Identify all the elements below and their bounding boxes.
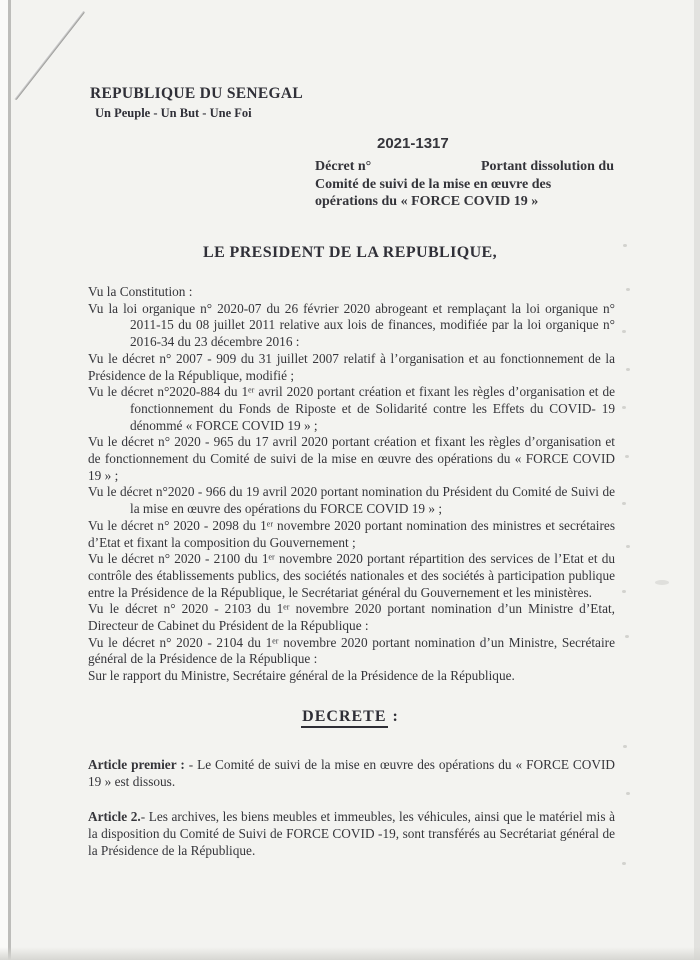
decree-title-line1: Portant dissolution du [480,159,614,174]
scan-edge-left [0,0,8,960]
visa-decret-2020-884: Vu le décret n°2020-884 du 1ᵉʳ avril 2020 portant création et fixant les règles d’organisation et de fonctionnement du Fonds de Riposte et de Solidarité contre les Effets du COVID- 19 dénommé « FORCE COVID 19 » ; [88,384,615,433]
article-2 [88,809,615,859]
article-2-label: Article 2. [88,809,141,825]
visa-decret-2020-2098: Vu le décret n° 2020 - 2098 du 1ᵉʳ novembre 2020 portant nomination des ministres et secrétaires d’Etat et fixant la composition du Gouvernement ; [88,517,615,550]
decrete-heading [88,708,612,726]
visa-constitution: Vu la Constitution : [88,284,193,299]
article-2-text: - Les archives, les biens meubles et immeubles, les véhicules, ainsi que le matériel mis à la disposition du Comité de Suivi de FORCE COVID -19, sont transférés au Secrétariat général de la Présidence de la République. [88,809,615,858]
decree-title [315,158,614,211]
country-title: REPUBLIQUE DU SENEGAL [90,85,304,102]
article-premier [88,757,615,790]
articles [88,757,615,879]
article-premier-text: - Le Comité de suivi de la mise en œuvre des opérations du « FORCE COVID 19 » est dissous. [88,757,615,789]
visa-decret-2020-2103: Vu le décret n° 2020 - 2103 du 1ᵉʳ novembre 2020 portant nomination d’un Ministre d’Etat, Directeur de Cabinet du Président de la République : [88,601,615,634]
decree-title-prefix: Décret n° [315,159,372,174]
national-motto: Un Peuple - Un But - Une Foi [95,106,252,120]
visa-clauses [88,284,615,685]
visa-decret-2020-966: Vu le décret n°2020 - 966 du 19 avril 2020 portant nomination du Président du Comité de Suivi de la mise en œuvre des opérations du FORCE COVID 19 » ; [88,484,615,517]
decrete-word: DECRETE [301,708,387,728]
visa-decret-2020-965: Vu le décret n° 2020 - 965 du 17 avril 2020 portant création et fixant les règles d’organisation et de fonctionnement du Comité de suivi de la mise en œuvre des opérations du « FORCE COVID 19 » ; [88,434,615,483]
visa-decret-2020-2104: Vu le décret n° 2020 - 2104 du 1ᵉʳ novembre 2020 portant nomination d’un Ministre, Secrétaire général de la Présidence de la République : [88,634,615,667]
president-heading: LE PRESIDENT DE LA REPUBLIQUE, [203,244,497,261]
decrete-colon: : [387,708,399,725]
scan-edge-bottom [0,947,700,960]
article-premier-label: Article premier : [88,757,185,772]
letterhead [90,85,303,121]
decree-number: 2021-1317 [377,135,449,152]
decree-title-line3: opérations du « FORCE COVID 19 » [315,194,539,209]
visa-decret-2007-909: Vu le décret n° 2007 - 909 du 31 juillet 2007 relatif à l’organisation et au fonctionnement de la Présidence de la République, modifié ; [88,350,615,383]
scan-edge-left-line [8,0,11,960]
visa-rapport-ministre: Sur le rapport du Ministre, Secrétaire général de la Présidence de la République. [88,668,515,684]
visa-loi-organique: Vu la loi organique n° 2020-07 du 26 février 2020 abrogeant et remplaçant la loi organique n° 2011-15 du 08 juillet 2011 relative aux lois de finances, modifiée par la loi organique n° 2016-34 du 23 décembre 2016 : [88,300,615,350]
scan-edge-right [694,0,700,960]
page-corner-crease [14,10,85,100]
decree-title-line2: Comité de suivi de la mise en œuvre des [315,176,552,192]
visa-decret-2020-2100: Vu le décret n° 2020 - 2100 du 1ᵉʳ novembre 2020 portant répartition des services de l’Etat et du contrôle des établissements publics, des sociétés nationales et des sociétés à participation publique entre la Présidence de la République, le Secrétariat général du Gouvernement et les ministères. [88,551,615,600]
